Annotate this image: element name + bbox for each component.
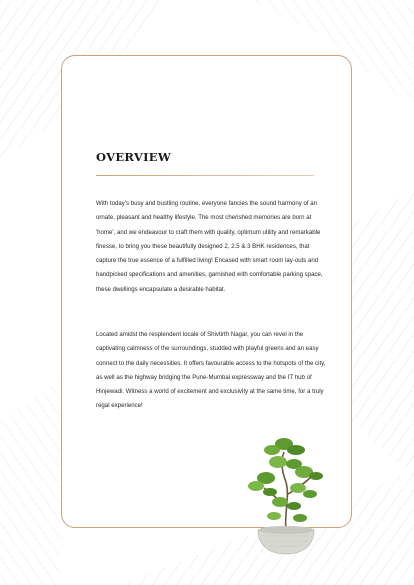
potted-plant-icon [240,432,332,562]
heading-divider [96,175,314,176]
overview-paragraph-1: With today's busy and bustling routine, everyone fancies the sound harmony of an ornate, pleasant and healthy lifestyle. The most cherished memories are born at 'home', and we endeavour to craft them with quality, optimum utility and remarkable finesse, to bring you these beautifully designed 2, 2.5 & 3 BHK residences, that capture the true essence of a fulfilled living! Encased with smart room lay-outs and handpicked specifications and amenities, garnished with comfortable parking space, these dwellings encapsulate a desirable habitat. [96,200,323,293]
overview-paragraph-2: Located amidst the resplendent locale of Shivtirth Nagar, you can revel in the captivating calmness of the surroundings, studded with playful greens and an easy connect to the daily necessities. It offers favourable access to the hotspots of the city, as well as the highway bridging the Pune-Mumbai expressway and the IT hub of Hinjewadi. Witness a world of excitement and exclusivity at the same time, for a truly regal experience! [96,331,326,410]
overview-heading: OVERVIEW [96,150,172,164]
